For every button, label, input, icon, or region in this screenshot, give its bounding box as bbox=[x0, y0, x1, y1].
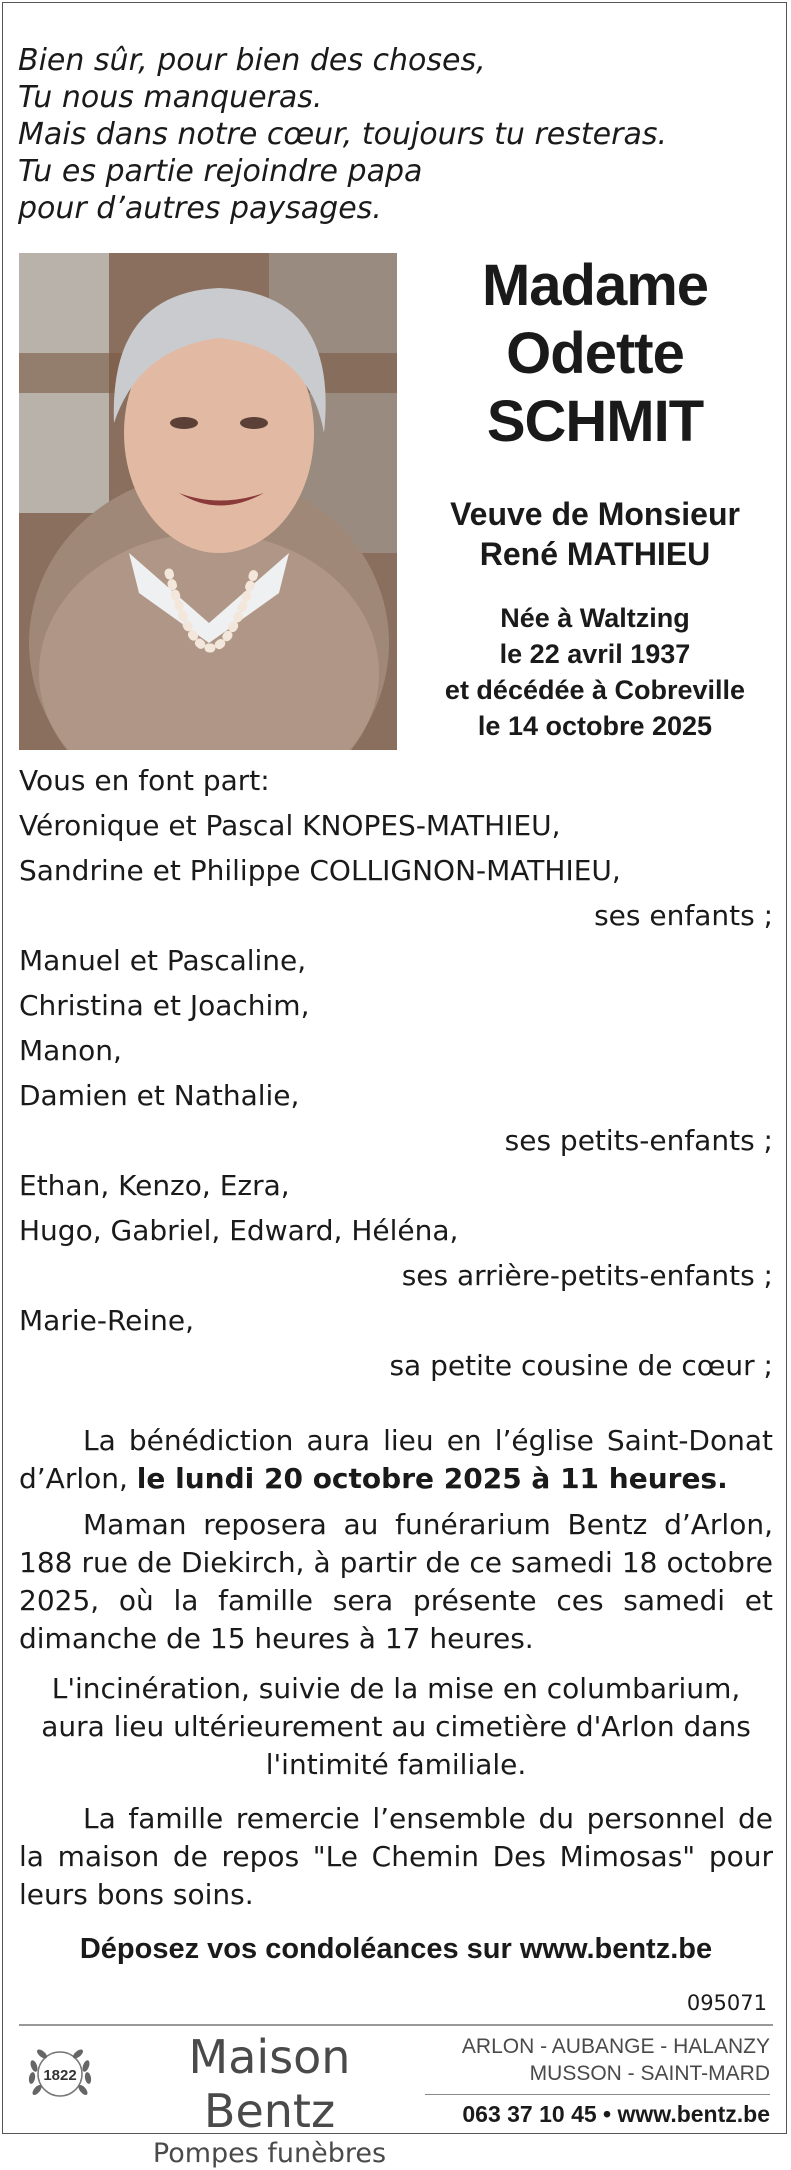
funerarium-paragraph bbox=[19, 1506, 773, 1658]
relation-label: ses petits-enfants ; bbox=[504, 1124, 773, 1157]
poem-line: Tu es partie rejoindre papa bbox=[18, 154, 423, 189]
birth-date: le 22 avril 1937 bbox=[499, 639, 691, 669]
poem-line: pour d’autres paysages. bbox=[18, 191, 382, 226]
relation-label: ses arrière-petits-enfants ; bbox=[401, 1259, 773, 1292]
family-line: Ethan, Kenzo, Ezra, bbox=[19, 1169, 290, 1202]
deceased-title: Madame bbox=[481, 253, 709, 318]
blessing-date: le lundi 20 octobre 2025 à 11 heures. bbox=[136, 1462, 728, 1495]
thanks-paragraph bbox=[19, 1800, 773, 1914]
poem bbox=[18, 42, 667, 227]
contact-divider bbox=[425, 2094, 770, 2095]
family-line: Véronique et Pascal KNOPES-MATHIEU, bbox=[19, 809, 561, 842]
brand-block bbox=[122, 2030, 417, 2170]
widow-line: René MATHIEU bbox=[479, 536, 711, 572]
family-line: Manuel et Pascaline, bbox=[19, 944, 307, 977]
deceased-first-name: Odette bbox=[506, 321, 684, 386]
relation-label: sa petite cousine de cœur ; bbox=[389, 1349, 773, 1382]
widow-line: Veuve de Monsieur bbox=[450, 496, 740, 532]
deceased-name-block bbox=[420, 252, 770, 744]
announcement-intro: Vous en font part: bbox=[19, 764, 270, 797]
brand-subtitle: Pompes funèbres bbox=[152, 2138, 387, 2169]
family-line: Christina et Joachim, bbox=[19, 989, 310, 1022]
widow-info bbox=[420, 494, 770, 574]
seal-year: 1822 bbox=[43, 2067, 77, 2084]
family-line: Sandrine et Philippe COLLIGNON-MATHIEU, bbox=[19, 854, 621, 887]
blessing-text: La bénédiction aura lieu en l’église Saint-Donat d’Arlon, bbox=[19, 1424, 773, 1495]
death-place: et décédée à Cobreville bbox=[444, 675, 746, 705]
funerarium-text: Maman reposera au funérarium Bentz d’Arlon, 188 rue de Diekirch, à partir de ce samedi 18 octobre 2025, où la famille sera présente ces samedi et dimanche de 15 heures à 17 heures. bbox=[19, 1508, 773, 1655]
deceased-last-name: SCHMIT bbox=[486, 389, 704, 454]
brand-name: Maison Bentz bbox=[188, 2030, 351, 2138]
poem-line: Bien sûr, pour bien des choses, bbox=[18, 43, 486, 78]
family-line: Hugo, Gabriel, Edward, Héléna, bbox=[19, 1214, 459, 1247]
cities-block bbox=[425, 2033, 770, 2087]
relation-label: ses enfants ; bbox=[594, 899, 773, 932]
contact-line: 063 37 10 45 • www.bentz.be bbox=[462, 2101, 770, 2127]
incineration-text: L'incinération, suivie de la mise en columbarium, aura lieu ultérieurement au cimetière d'Arlon dans l'intimité familiale. bbox=[41, 1672, 751, 1781]
condolences-line: Déposez vos condoléances sur www.bentz.be bbox=[79, 1933, 713, 1965]
portrait-photo bbox=[19, 253, 397, 750]
family-line: Marie-Reine, bbox=[19, 1304, 195, 1337]
reference-code: 095071 bbox=[686, 1991, 767, 2015]
death-date: le 14 octobre 2025 bbox=[477, 711, 713, 741]
life-dates bbox=[420, 600, 770, 744]
family-list bbox=[19, 758, 773, 1388]
blessing-paragraph bbox=[19, 1422, 773, 1498]
family-line: Manon, bbox=[19, 1034, 122, 1067]
footer-divider bbox=[19, 2024, 773, 2026]
family-line: Damien et Nathalie, bbox=[19, 1079, 300, 1112]
laurel-seal-icon bbox=[22, 2036, 98, 2112]
thanks-text: La famille remercie l’ensemble du personnel de la maison de repos "Le Chemin Des Mimosas" pour leurs bons soins. bbox=[19, 1802, 773, 1911]
cities-line: ARLON - AUBANGE - HALANZY bbox=[461, 2035, 770, 2058]
cities-line: MUSSON - SAINT-MARD bbox=[529, 2062, 770, 2085]
incineration-paragraph bbox=[19, 1670, 773, 1784]
poem-line: Mais dans notre cœur, toujours tu resteras. bbox=[18, 117, 667, 152]
portrait-illustration bbox=[19, 253, 397, 750]
poem-line: Tu nous manqueras. bbox=[18, 80, 323, 115]
birth-place: Née à Waltzing bbox=[500, 603, 690, 633]
